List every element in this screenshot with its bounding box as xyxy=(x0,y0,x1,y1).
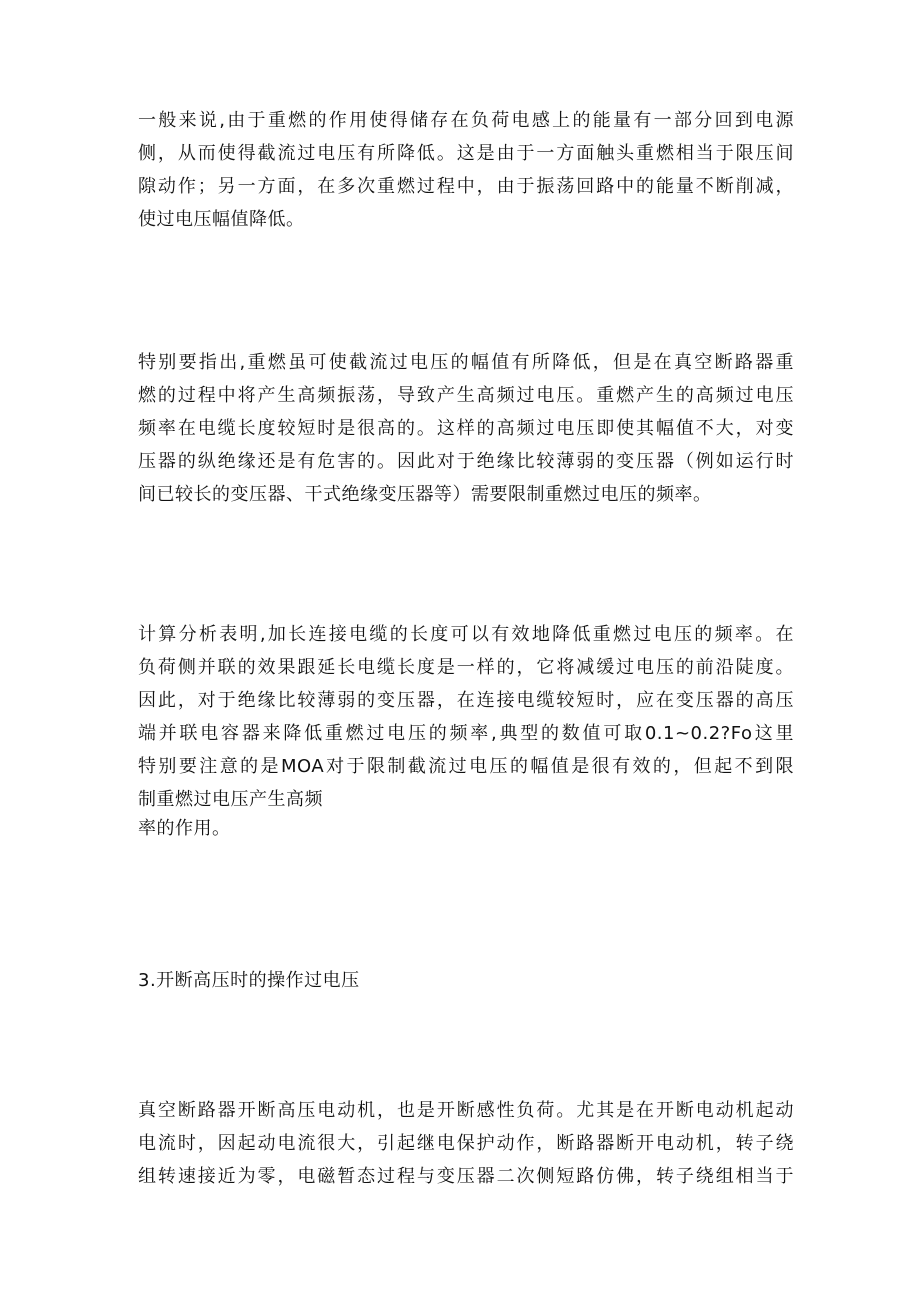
text-line: 压器的纵绝缘还是有危害的。因此对于绝缘比较薄弱的变压器（例如运行时 xyxy=(138,451,794,472)
text-line: 负荷侧并联的效果跟延长电缆长度是一样的，它将减缓过电压的前沿陡度。 xyxy=(138,657,794,678)
text-line: 计算分析表明,加长连接电缆的长度可以有效地降低重燃过电压的频率。在 xyxy=(138,624,794,645)
text-line: 一般来说,由于重燃的作用使得储存在负荷电感上的能量有一部分回到电源 xyxy=(138,110,794,131)
text-line: 因此，对于绝缘比较薄弱的变压器，在连接电缆较短时，应在变压器的高压 xyxy=(138,690,794,711)
text-line: 隙动作；另一方面，在多次重燃过程中，由于振荡回路中的能量不断削减， xyxy=(138,176,794,197)
paragraph-high-frequency-overvoltage xyxy=(138,346,794,511)
text-line: 频率在电缆长度较短时是很高的。这样的高频过电压即使其幅值不大，对变 xyxy=(138,418,794,439)
text-line: 侧，从而使得截流过电压有所降低。这是由于一方面触头重燃相当于限压间 xyxy=(138,143,794,164)
paragraph-reignition-effect xyxy=(138,104,794,236)
text-line: 特别要注意的是MOA对于限制截流过电压的幅值是很有效的，但起不到限 xyxy=(138,756,794,777)
text-line: 燃的过程中将产生高频振荡，导致产生高频过电压。重燃产生的高频过电压 xyxy=(138,385,794,406)
text-line: 率的作用。 xyxy=(138,818,231,839)
text-line: 特别要指出,重燃虽可使截流过电压的幅值有所降低，但是在真空断路器重 xyxy=(138,352,794,373)
text-line: 制重燃过电压产生高频 xyxy=(138,789,323,810)
section-heading xyxy=(138,964,794,997)
paragraph-motor-switching xyxy=(138,1094,794,1193)
text-line: 组转速接近为零，电磁暂态过程与变压器二次侧短路仿佛，转子绕组相当于 xyxy=(138,1166,794,1187)
text-line: 端并联电容器来降低重燃过电压的频率,典型的数值可取0.1~0.2?Fo这里 xyxy=(138,723,794,744)
paragraph-calculation-analysis xyxy=(138,618,794,842)
section-title: 3.开断高压时的操作过电压 xyxy=(138,970,360,991)
text-line: 使过电压幅值降低。 xyxy=(138,209,305,230)
text-line: 电流时，因起动电流很大，引起继电保护动作，断路器断开电动机，转子绕 xyxy=(138,1133,794,1154)
text-line: 间已较长的变压器、干式绝缘变压器等）需要限制重燃过电压的频率。 xyxy=(138,484,712,505)
text-line: 真空断路器开断高压电动机，也是开断感性负荷。尤其是在开断电动机起动 xyxy=(138,1100,794,1121)
